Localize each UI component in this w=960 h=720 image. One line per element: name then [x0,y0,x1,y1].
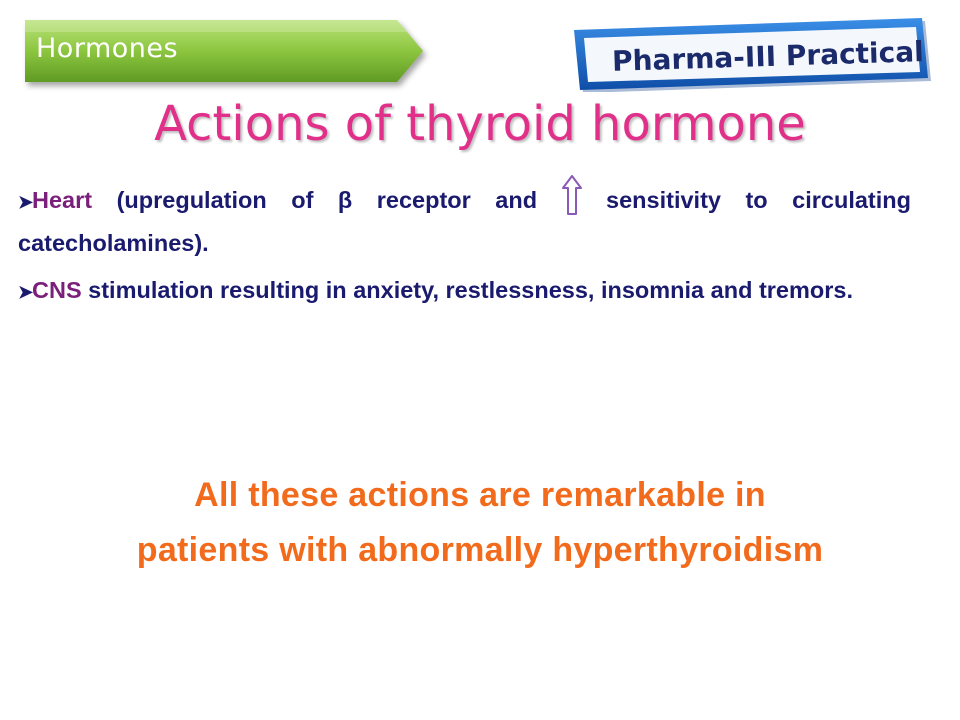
course-label: Pharma-III Practical [611,35,925,78]
conclusion-line-2: patients with abnormally hyperthyroidism [136,531,824,569]
bullet-term: Heart [32,187,93,213]
slide-title: Actions of thyroid hormone [154,96,806,152]
bullet-text: (upregulation of β receptor and [92,187,562,213]
up-arrow-icon [562,175,582,215]
bullet-text: stimulation resulting in anxiety, restlessness, insomnia and tremors. [81,277,853,303]
bullet-list [18,180,911,319]
bullet-heart [18,180,911,264]
conclusion-line-1: All these actions are remarkable in [194,476,766,514]
arrow-bullet-icon: ➤ [18,282,34,302]
course-badge [570,14,932,92]
arrow-bullet-icon: ➤ [18,192,34,212]
bullet-text-continued: sensitivity to circulating catecholamines). [18,187,911,256]
bullet-term: CNS [32,277,82,303]
hormones-banner [25,20,425,82]
conclusion-text [0,468,960,578]
banner-label: Hormones [36,33,179,64]
bullet-cns [18,270,911,313]
